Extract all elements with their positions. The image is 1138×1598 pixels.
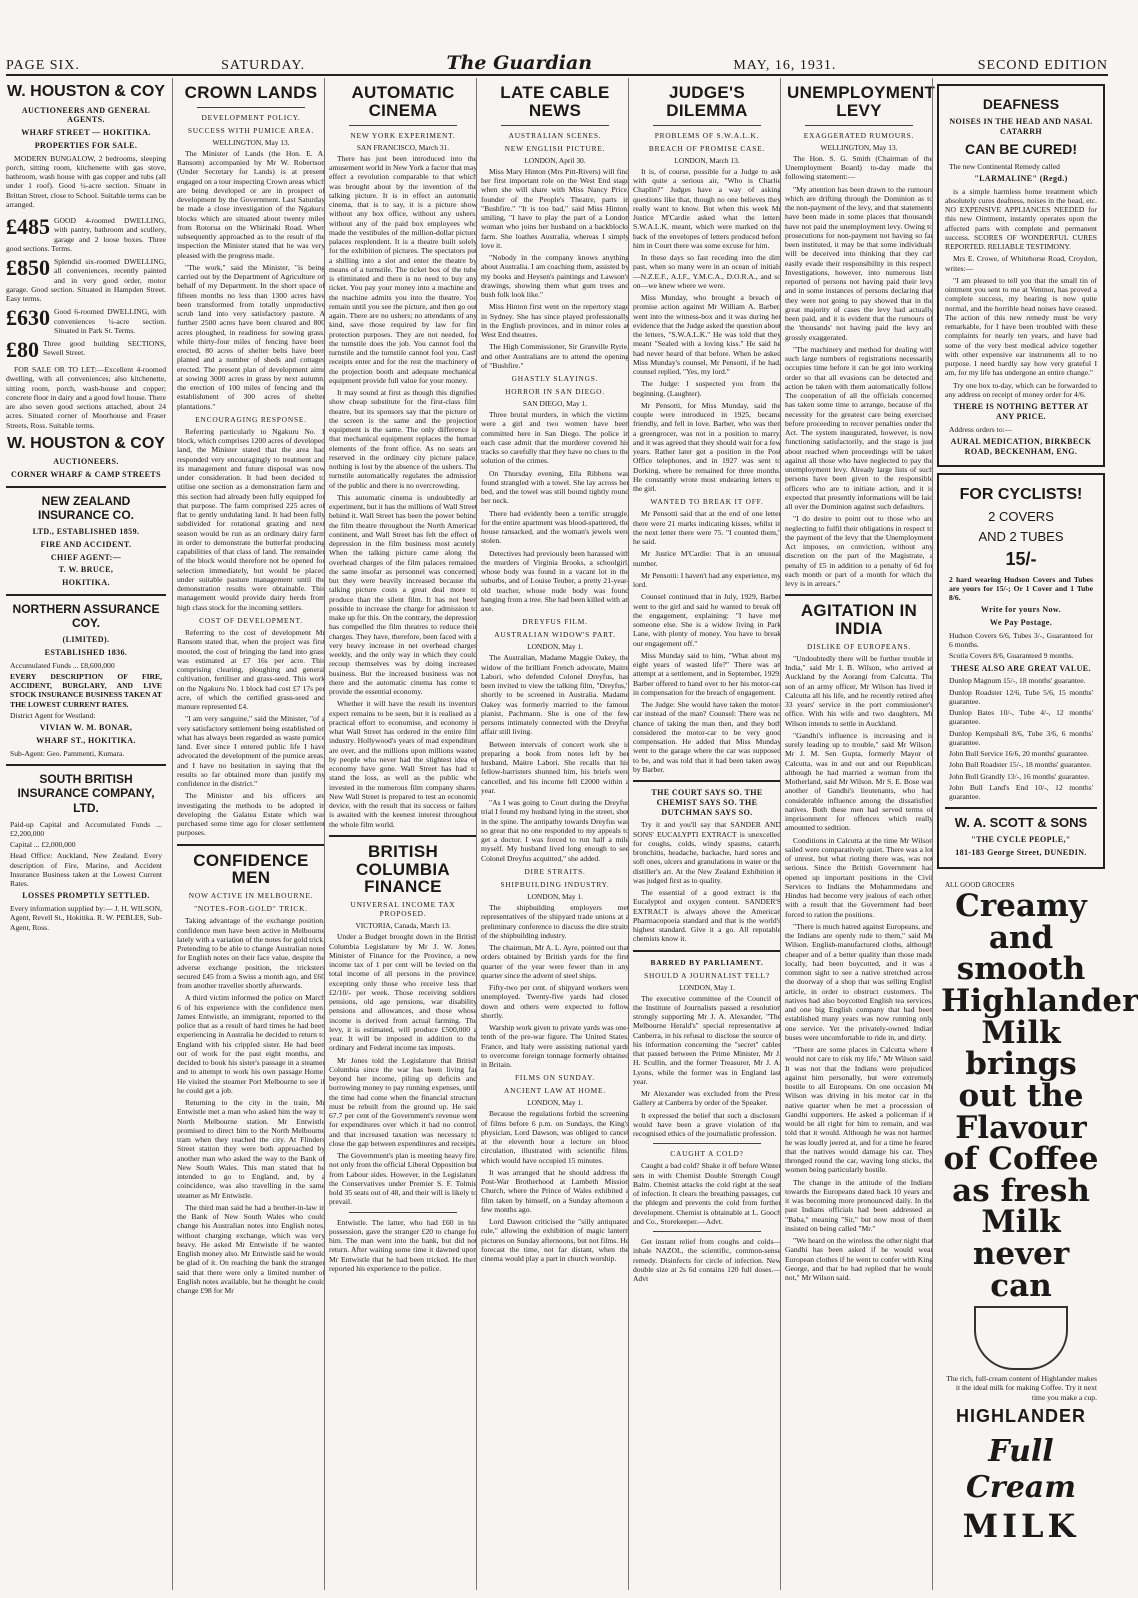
ad-insurance-address: WHARF ST., HOKITIKA. <box>36 735 136 745</box>
article-paragraph: There has just been introduced into the amusement world in New York a factor that may effect a revolution comparable to that which was brought about by the invention of the talking picture. It is in effect an automatic cinema, that is to say, it is a picture show without any box office, without any ushers, without any of the paid box employees who made the vestibules of the million-dollar picture palaces resplendent. It is a theatre built solely for the exhibition of pictures. The spectators put a shilling into a slot and enter the theatre by means of a turnstile. The ticket box of the tube is eliminated and there is no need to buy any ticket. You pay your money into a machine and the machine admits you into the theatre. You remain until you see the picture, and then go out again. There are no ushers; no attendants of any kind, save those required by law for fire protection purposes. They are not needed, for the turnstile does the job. You cannot fool the turnstile and the turnstile cannot fool you. Cash receipts enter and for the rest the machinery of the projection booth and adequate mechanical equipment provide full value for your money. <box>329 153 477 385</box>
ad-text: ALL GOOD GROCERS <box>945 880 1015 889</box>
ad-text: AND 2 TUBES <box>978 528 1064 544</box>
article-headline: JUDGE'S DILEMMA <box>666 83 748 120</box>
article-subhead: SHOULD A JOURNALIST TELL? <box>644 970 770 980</box>
ad-paragraph: Caught a bad cold? Shake it off before Winter sets in with Chemist Double Strength Cough Balm. Chemist attacks the cold right at the seat of infection. It clears the breathing passages, cut the phlegm and prevents the cold from further development. Chemist is obtainable at L. Gooch and Co., Storekeeper.—Advt. <box>633 1161 781 1226</box>
ad-text: THERE IS NOTHING BETTER AT ANY PRICE. <box>953 402 1089 421</box>
article-headline: LATE CABLE NEWS <box>500 83 610 120</box>
ad-insurance-ltd: (LIMITED). <box>62 635 110 645</box>
article-paragraph: The shipbuilding employers met representatives of the shipyard trade unions at a preliminary conference to discuss the dire straits of the shipbuilding industry. <box>481 903 629 940</box>
article-dateline: VICTORIA, Canada, March 13. <box>355 921 451 931</box>
ad-headline: FOR CYCLISTS! <box>959 486 1083 504</box>
ad-text: The new Continental Remedy called <box>949 161 1060 171</box>
ad-deafness <box>937 84 1105 467</box>
article-paragraph: Miss Munday said to him, "What about my eight years of wasted life?" There was an attempt at a settlement, and in September, 1929, Barber offered to hand over to her his motor-car in compensation for the breach of engagement. <box>633 650 781 697</box>
article-paragraph: The Australian, Madame Maggie Oakey, the widow of the brilliant French advocate, Maitre Labori, who defended Colonel Dreyfus, has been invited to view the talking film, "Dreyfus," shortly to be screened in Australia. Madame Oakey was formerly married to the famous pianist, Pachmann. She is one of the few persons intimately connected with the Dreyfus affair still living. <box>481 653 629 737</box>
column-crown-lands <box>172 78 329 1590</box>
article-paragraph: "I am very sanguine," said the Minister, "of a very satisfactory settlement being established on what has always been regarded as waste pumice land. Ever since I entered public life I have advocated the development of the pumice areas, and I have no hesitation in saying that the results so far obtained more than justify my confidence in the district." <box>177 714 325 788</box>
article-paragraph: Miss Hinton first went on the repertory stage in Sydney. She has since played professionally in the English provinces, and in minor roles at West End theatres. <box>481 302 629 340</box>
article-subhead: AUSTRALIAN SCENES. <box>508 130 602 140</box>
article-paragraph: "There is much hatred against Europeans, and the Indians are openly rude to them," said Mr Wilson. English-manufactured cloths, although cheaper and of a better quality than those made locally, had been boycotted, and it was a common sight to see a native stretched across the doorway of a shop that was selling English article, in order to obstruct customers. The natives had also boycotted English tea services, and one big English company that had been established many years was now running only one service. Yet the privately-owned Indian buses were uncomfortable to ride in, and dirty. <box>785 921 933 1042</box>
cup-icon <box>974 1306 1068 1370</box>
ad-paragraph: The essential of a good extract is the Eucalyptol and oxygen content. SANDER'S EXTRACT is always above the American Pharmacopoeia standard and that is the world's highest standard. Give it a go. All reputable chemists know it. <box>633 888 781 944</box>
ad-text: Address orders to:— <box>949 424 1013 434</box>
ad-list-item: John Bull Service 16/6, 20 months' guarantee. <box>949 749 1089 759</box>
ad-property-price: £850 <box>6 255 50 281</box>
article-subhead: HORROR IN SAN DIEGO. <box>505 387 605 397</box>
article-paragraph: Referring particularly to Ngakuru No. 1 block, which comprises 1200 acres of developed land, the Minister stated that the area had responded very encouragingly to treatment and its management and future disposal was now under consideration. It had been decided to utilise one section as a demonstration farm and this section had already been fully equipped for that purpose. The farm comprised 225 acres of flat to gently undulating land. It had been fully subdivided for rotational grazing and next season would be run as an ordinary dairy farm in order to demonstrate the butterfat producing capabilities of that class of land. The remainder of the block would therefore not be opened for selection immediately, but would be placed under suitable pasture management until the demonstration results were obtainable. This management would provide dairy herds from high class stock for the incoming settlers. <box>177 426 325 612</box>
ad-text: Try one box to-day, which can be forwarded to any address on receipt of money order for 4/6. <box>945 380 1097 399</box>
ad-property-text: Three good building SECTIONS, Sewell Street. <box>43 339 166 358</box>
article-subhead: COST OF DEVELOPMENT. <box>199 615 303 625</box>
article-dateline: LONDON, May 1. <box>527 642 583 652</box>
ad-insurance-office: Head Office: Auckland, New Zealand. Every description of Fire, Marine, and Accident Insurance Business taken at the Lowest Current Rates. <box>10 851 162 889</box>
article-paragraph: "As I was going to Court during the Dreyfus trial I found my husband lying in the street, shot in the spine. The antipathy towards Dreyfus was so great that no one responded to my appeals to get a doctor. I was forced to run half a mile myself. My husband lived long enough to see Colonel Dreyfus acquitted," she added. <box>481 798 629 863</box>
article-subhead: WANTED TO BREAK IT OFF. <box>650 497 764 507</box>
article-subhead: AUSTRALIAN WIDOW'S PART. <box>494 630 616 640</box>
article-subhead: SUCCESS WITH PUMICE AREA. <box>187 125 315 135</box>
article-dateline: WELLINGTON, May 13. <box>820 142 898 152</box>
article-paragraph: The Minister and his officers are investigating the methods to be adopted in developing the Galatea Estate which was purchased some time ago for closer settlement purposes. <box>177 791 325 838</box>
masthead-day: SATURDAY. <box>221 58 306 73</box>
ad-headline: CAUGHT A COLD? <box>670 1149 744 1159</box>
ad-text: is a simple harmless home treatment which absolutely cures deafness, noises in the head, etc. NO EXPENSIVE APPLIANCES NEEDED for this new Ointment, instantly operates upon the affected parts with complete and permanent success. SCORES OF WONDERFUL CURES REPORTED. RELIABLE TESTIMONY. <box>945 186 1097 252</box>
ad-headline: CAN BE CURED! <box>965 140 1077 157</box>
ad-text: Scotia Covers 8/6, Guaranteed 9 months. <box>949 651 1074 661</box>
ad-paragraph: Try it and you'll say that SANDER AND SONS' EUCALYPTI EXTRACT is unexcelled for coughs, colds, windy spasms, catarrh, bronchitis, headache, backache, hard sores and soft ones, ulcers and granulations in water or the distiller's art. At the New Zealand Exhibition it was judged first as to quality. <box>633 820 781 885</box>
ad-firm-address: 181-183 George Street, DUNEDIN. <box>955 847 1087 857</box>
column-right-advertisements <box>932 78 1138 1590</box>
column-automatic-cinema <box>324 78 481 1590</box>
ad-insurance-subagent: Sub-Agent: Geo. Pammenti, Kumara. <box>10 748 125 758</box>
ad-property-priced <box>6 337 166 363</box>
ad-insurance-funds: Accumulated Funds ... £8,600,000 <box>10 660 115 670</box>
article-subhead: DEVELOPMENT POLICY. <box>201 112 301 122</box>
article-subhead: NEW YORK EXPERIMENT. <box>350 130 456 140</box>
article-paragraph: In these days so fast receding into the dim past, when so many were in an ocean of initials—N.Z.E.F., A.I.F., Y.M.C.A., D.O.R.A., and so on—we knew where we were. <box>633 253 781 290</box>
ad-list-item: Dunlop Roadster 12/6, Tube 5/6, 15 months' guarantee. <box>949 687 1093 706</box>
ad-insurance-losses: LOSSES PROMPTLY SETTLED. <box>22 891 150 901</box>
ad-text: Mrs E. Crowe, of Whitehorse Road, Croydon, writes:— <box>945 254 1097 273</box>
article-paragraph: Mr Pensotti, for Miss Munday, said the couple were introduced in 1925, became friendly, and fell in love. Barber, who was then a greengrocer, was not in a position to marry, and it was agreed that they should wait for a few years. Rather later got a position in the Post Office telephones, and in 1927 was sent to Dorking, where he remained for three months. He constantly wrote most endearing letters to the girl. <box>633 400 781 494</box>
ad-firm-address: CORNER WHARF & CAMP STREETS <box>11 470 161 480</box>
ad-firm-name: W. HOUSTON & COY <box>7 83 165 100</box>
article-paragraph: Returning to the city in the train, Mr Entwistle met a man who asked him the way to North Melbourne station. Mr Entwistle promised to direct him to the North Melbourne tram when they reached the city. At Flinders Street station they were both approached by another man who asked the way to the Bank of New South Wales. This man stated that he intended to go to England, and, by a coincidence, was also travelling in the same steamer as Mr Entwistle. <box>177 1098 325 1200</box>
ad-insurance-est: ESTABLISHED 1836. <box>44 647 128 657</box>
ad-firm-role: "THE CYCLE PEOPLE," <box>971 835 1071 845</box>
article-paragraph: The Government's plan is meeting heavy fire, not only from the official Liberal Opposition but from Labour sides. However, in the Legislature the Conservatives under Premier S. F. Tolmie hold 35 seats out of 48, and their will is likely to prevail. <box>329 1151 477 1207</box>
ad-insurance-capital: Paid-up Capital and Accumulated Funds ... £2,200,000 <box>10 819 162 838</box>
article-headline: BARRED BY PARLIAMENT. <box>650 957 764 967</box>
article-paragraph: Entwistle. The latter, who had £60 in his possession, gave the stranger £20 to change for him. The man went into the bank, but did not return. After waiting some time it dawned upon Mr Entwistle that he had been tricked. He then reported his experience to the police. <box>329 1217 477 1273</box>
ad-insurance-agents: Every information supplied by:— J. H. WILSON, Agent, Revell St., Hokitika. R. W. PEBLES, Sub-Agent, Ross. <box>10 904 162 932</box>
article-dateline: LONDON, May 1. <box>527 1098 583 1108</box>
article-dateline: LONDON, April 30. <box>524 155 586 165</box>
article-paragraph: The executive committee of the Council of the Institute of Journalists passed a resolution strongly supporting Mr J. A. Alexander, "The Melbourne Herald's" special representative at Canberra, in his refusal to disclose the source of his information concerning the "secret" cables that passed between the Prime Minister, Mr J. H. Scullin, and the former Treasurer, Mr J. A. Lyons, while the former was in England last year. <box>633 993 781 1086</box>
masthead-edition: SECOND EDITION <box>977 58 1108 73</box>
masthead-title: The Guardian <box>446 52 593 74</box>
article-headline: AGITATION IN INDIA <box>800 601 918 639</box>
ad-property-text: Splendid six-roomed DWELLING, all conveniences, recently painted and in very good order, motor garage. Good section. Situated in Hampden Street. Easy terms. <box>6 257 166 304</box>
ad-insurance-agent: VIVIAN W. M. BONAR, <box>39 723 133 733</box>
article-dateline: SAN FRANCISCO, March 31. <box>356 142 450 152</box>
article-paragraph: Whether it will have the result its inventors expect remains to be seen, but it is realised as a practical effort to economise, and economy is what Wall Street has ordered in the entire film industry. Hollywood's years of mad expenditure are over, and the millions upon millions wasted by people who never had the slightest idea of economy have gone. Wall Street has had to stand the loss, as well as the public who invested in the numerous film company shares. New Wall Street is prepared to test an economic device, with the result that its success or failure is awaited with the keenest interest throughout the whole film world. <box>329 699 477 829</box>
article-headline: AUTOMATIC CINEMA <box>351 83 455 120</box>
article-dateline: LONDON, March 13. <box>674 155 740 165</box>
article-dateline: SAN DIEGO, May 1. <box>522 399 588 409</box>
ad-insurance-agent-label: District Agent for Westland: <box>10 710 96 720</box>
article-subhead: SHIPBUILDING INDUSTRY. <box>500 880 610 889</box>
ad-text: Write for yours Now. <box>980 605 1062 615</box>
article-dateline: LONDON, May 1. <box>527 892 583 902</box>
article-subhead: UNIVERSAL INCOME TAX PROPOSED. <box>350 900 456 919</box>
ad-list-item: John Bull Roadster 15/-, 18 months' guarantee. <box>949 760 1092 770</box>
masthead-date: MAY, 16, 1931. <box>733 58 837 73</box>
article-subhead: FILMS ON SUNDAY. <box>515 1073 595 1083</box>
ad-text: The rich, full-cream content of Highlander makes it the ideal milk for making Coffee. Try it next time you make a cup. <box>946 1374 1097 1402</box>
ad-property-text: GOOD 4-roomed DWELLING, with pantry, bathroom and scullery, garage and 2 loose boxes. Three good sections. Terms. <box>6 216 166 253</box>
article-paragraph: Miss Mary Hinton (Mrs Pitt-Rivers) will find her first important role on the West End stage when she will share with Miss Nancy Price, founder of the People's Theatre, parts in "Bushfire." "It is too bad," said Miss Hinton, smiling, "I have to play the part of a London woman who joins her husband on a backblocks farm. She loathes Australia, whereas I simply love it. <box>481 166 629 250</box>
ad-price: 15/- <box>1005 548 1037 569</box>
ad-property-priced <box>6 216 166 253</box>
article-paragraph: "The machinery and method for dealing with such large numbers of registrations necessarily occupies time before it can be got into working order so that all evasions can be detected and action be taken with them automatically follow. The cooperation of all the officials concerned has taken some time to arrange, because of the necessity for the greatest care being exercised before proceeding to recover penalties under the Act. The system inaugurated, however, is now functioning satisfactorily, and the stage is just about reached when proceedings will be taken against all those who have neglected to pay the unemployment levy. Already large lists of such persons have been given to the responsible officers who are to initiate action, and it is expected that presently informations will be laid all over the Dominion against such defaulters. <box>785 344 933 511</box>
article-paragraph: Mr Alexander was excluded from the Press Gallery at Canberra by order of the Speaker. <box>633 1089 781 1108</box>
article-paragraph: Miss Munday, who brought a breach of promise action against Mr William A. Barber, went into the witness-box and it was during her evidence that the Judge asked the question about the letters, "S.W.A.L.K." He was told that they meant "Sealed with a loving kiss." He said he had never heard of that before. When he asked Miss Munday's counsel, Mr Pensotti, if he had, counsel replied, "Yes, my lord." <box>633 293 781 377</box>
ad-list-item: Dunlop Kempshall 8/6, Tube 3/6, 6 months' guarantee. <box>949 728 1093 747</box>
article-subhead: GHASTLY SLAYINGS. <box>511 374 599 384</box>
ad-property-text: Good 6-roomed DWELLING, with conveniences ¼-acre section. Situated in Park St. Terms. <box>54 307 166 335</box>
article-paragraph: Three brutal murders, in which the victims were a girl and two women have been committed here in San Diego. The police in each case admit that the murderer covered his tracks so carefully that they have no clues to the solution of the crimes. <box>481 410 629 466</box>
ad-insurance-est: LTD., ESTABLISHED 1859. <box>32 527 140 537</box>
article-paragraph: Because the regulations forbid the screening of films before 6 p.m. on Sundays, the King's physician, Lord Dawson, was obliged to cancel at the eleventh hour a lecture on blood circulation, illustrated with scientific films, which would have occupied 15 minutes. <box>481 1109 629 1165</box>
ad-highlander-milk <box>937 875 1138 1550</box>
ad-paragraph: Get instant relief from coughs and colds—inhale NAZOL, the scientific, common-sense remedy. Disinfects for circle of infection. New double size at 2s 6d contains 120 full doses.—Advt <box>633 1237 781 1284</box>
article-subhead: NOW ACTIVE IN MELBOURNE. <box>188 891 314 901</box>
ad-insurance-description: EVERY DESCRIPTION OF FIRE, ACCIDENT, BURGLARY, AND LIVE STOCK INSURANCE BUSINESS TAKEN AT THE LOWEST CURRENT RATES. <box>10 671 162 709</box>
ad-brand-word: MILK <box>962 1507 1080 1546</box>
ad-product-name: "LARMALINE" (Regd.) <box>974 173 1068 183</box>
ad-brand: HIGHLANDER <box>956 1405 1086 1426</box>
ad-address: AURAL MEDICATION, BIRKBECK ROAD, BECKENHAM, ENG. <box>950 436 1092 456</box>
article-paragraph: On Thursday evening, Ella Ribbens was found strangled with a towel. She lay across her bed, and the towel was still bound tightly round her neck. <box>481 468 629 506</box>
article-paragraph: "My attention has been drawn to the rumours which are drifting through the Dominion as to the non-payment of the levy, and that statements have been made in some places that thousands have not paid the unemployment levy. Owing to prosecutions for non-payment not having so far been instituted, it may be that some individuals will be deceived into thinking that they can easily evade their responsibility in this respect. Investigations, however, into numerous lists reported of persons not having paid their levy and in some instances of persons declaring that they were not going to pay showed that in the great majority of cases the levy had actually been paid, and it is evident that the rumours of the 'thousands' not having paid the levy are grossly exaggerated. <box>785 184 933 342</box>
column-judges-dilemma <box>628 78 785 1590</box>
article-paragraph: The Minister of Lands (the Hon. E. A. Ransom) accompanied by Mr W. Robertson (Under Secretary for Lands) is at present engaged on a tour inspecting Crown areas which are being developed or are in prospect of development by the Government. Last Saturday he made a close investigation of the Ngakuru blocks which are situated about twenty miles from Rotorua on the Whirinaki Road. When subsequently approached as to the result of the inspection the Minister stated that he was very pleased with the progress made. <box>177 148 325 260</box>
article-paragraph: Fifty-two per cent. of shipyard workers were unemployed. Twenty-five yards had closed down and others were expected to follow shortly. <box>481 983 629 1020</box>
article-paragraph: Mr Jones told the Legislature that British Columbia since the war has been living far beyond her income, piling up deficits and borrowing money to pay running expenses, until the time had come when the financial structure must be rebuilt from the ground up. He said 67.7 per cent of the Government's revenue went for expenditures over which it had no control, and that increased taxation was necessary to close the gap between expenditures and receipts. <box>329 1055 477 1148</box>
masthead <box>6 48 1108 76</box>
article-subhead: DIRE STRAITS. <box>524 866 586 876</box>
article-subhead: ANCIENT LAW AT HOME. <box>503 1086 607 1096</box>
ad-property: MODERN BUNGALOW, 2 bedrooms, sleeping porch, sitting room, kitchenette with gas stove, bathroom, wash house with gas copper and tubs (all under 1 roof). Good ¼-acre section. Situate in Brittan Street, close to School. Suitable terms can be arranged. <box>6 153 166 209</box>
ad-insurance-agent-label: CHIEF AGENT:— <box>50 552 122 562</box>
ad-firm-name: W. HOUSTON & COY <box>7 434 165 452</box>
ad-property-priced <box>6 307 166 335</box>
article-headline: BRITISH COLUMBIA FINANCE <box>356 841 450 897</box>
ad-firm-name: W. A. SCOTT & SONS <box>954 815 1088 831</box>
ad-insurance-type: FIRE AND ACCIDENT. <box>40 539 132 549</box>
ad-list-item: John Bull Land's End 10/-, 12 months' guarantee. <box>949 782 1093 802</box>
ad-text: "I am pleased to tell you that the small tin of ointment you sent to me at Ventnor, has proved a complete success, my hearing is now quite normal, and the horrible head noises have ceased. The action of this new remedy must be very remarkable, for I have been troubled with these complaints for nearly ten years, and have had some of the very best medical advice together with other expensive ear instruments all to no purpose. I need hardly say how very grateful I am, for my life has undergone an entire change." <box>945 275 1097 378</box>
article-subhead: "NOTES-FOR-GOLD" TRICK. <box>194 904 308 914</box>
article-paragraph: "I do desire to point out to those who are neglecting to fulfil their obligations in respect to the payment of the levy that the Unemployment Act imposes, on conviction, without any discretion on the part of the Magistrate, a penalty of £5 in addition to a penalty of 6d for each month or part of a month for which the levy is in arrears." <box>785 514 933 588</box>
ad-insurance-capital: Capital ... £2,000,000 <box>10 840 76 850</box>
article-paragraph: Warship work given to private yards was one-tenth of the pre-war figure. The United States, France, and Italy were assisting national yards to overcome foreign tonnage formerly obtained in Britain. <box>481 1023 629 1070</box>
article-paragraph: It is, of course, possible for a Judge to ask with quite a serious air, "Who is Charlie Chaplin?" Judges have a way of asking questions like that, though no one believes they really want to know. But when this week Mr Justice M'Cardie asked what the letters S.W.A.L.K. meant, which were marked on the back of the envelopes of letters produced before him in Court there was some excuse for him. <box>633 166 781 250</box>
ad-property-price: £485 <box>6 214 50 240</box>
ad-insurance-name: NORTHERN ASSURANCE COY. <box>12 601 160 631</box>
article-paragraph: It was arranged that he should address the Post-War Brotherhood at Lambeth Mission Church, where the Prince of Wales exhibited a film taken by himself, on a Sunday afternoon a few months ago. <box>481 1167 629 1214</box>
article-paragraph: The change in the attitude of the Indians towards the Europeans dated back 10 years and it was becoming more pronounced daily. In the past Indians officials had been addressed as "Baba," meaning "Sir," but now most of them insisted on being called "Mr." <box>785 1177 933 1233</box>
article-headline: UNEMPLOYMENT LEVY <box>787 83 936 120</box>
article-paragraph: Mr Pensotti: I haven't had any experience, my lord. <box>633 570 781 590</box>
ad-text: Hudson Covers 6/6, Tubes 3/-, Guaranteed for 6 months. <box>949 630 1093 650</box>
article-paragraph: It expressed the belief that such a disclosure would have been a grave violation of the recognised ethics of the journalistic profession. <box>633 1110 781 1139</box>
article-paragraph: The Hon. S. G. Smith (Chairman of the Unemployment Board) to-day made the following statement:— <box>785 153 933 182</box>
article-dateline: LONDON, May 1. <box>679 982 735 992</box>
article-paragraph: Taking advantage of the exchange position, confidence men have been active in Melbourne lately with a variation of the notes for gold trick. Pretending to be able to change Australian notes for English notes on their face value, despite the adverse exchange position, the tricksters secured £45 from a Swiss a month ago, and £60 from another traveller shortly afterwards. <box>177 916 325 990</box>
column-advertisements <box>6 78 166 1590</box>
article-paragraph: "There are some places in Calcutta where I would not care to risk my life," Mr Wilson said. It was not that the Indians were prejudiced against him personally, but were extremely hostile to all Europeans. On one occasion Mr Wilson was driving in his motor car in the native quarter when he met a procession of Gandhi supporters. He asked a policeman if it would be all right for him to remain, and was told that it would. Although he was not harmed he was loudly jeered at, and for a time he feared that the natives would damage his car. They thronged round the car, waving long sticks, the women being particularly hostile. <box>785 1045 933 1175</box>
article-headline: CONFIDENCE MEN <box>193 850 309 888</box>
ad-firm-role: AUCTIONEERS. <box>53 457 119 467</box>
article-paragraph: A third victim informed the police on March 6 of his experience with the confidence men. James Entwistle, an immigrant, reported to the police that as a result of hard times he had been experiencing in Australia he decided to return to England with his crippled sister. He had been out of work for the past eight months, and decided to book his sister's passage in a steamer and to attempt to work his own passage Home. He visited the steamer Port Melbourne to see if he could get a job. <box>177 993 325 1095</box>
article-headline: CROWN LANDS <box>184 83 318 102</box>
article-subhead: DREYFUS FILM. <box>522 617 588 627</box>
article-paragraph: Mr Justice M'Cardie: That is an unusual number. <box>633 549 781 568</box>
article-subhead: BREACH OF PROMISE CASE. <box>648 143 766 153</box>
article-subhead: EXAGGERATED RUMOURS. <box>803 130 915 140</box>
ad-properties-heading: PROPERTIES FOR SALE. <box>34 140 138 150</box>
ad-subhead: NOISES IN THE HEAD AND NASAL CATARRH <box>949 117 1093 136</box>
article-paragraph: "Nobody in the company knows anything about Australia. I am coaching them, assisted by my books and Heysen's paintings and Lawson's drawings, showing them what gum trees and bush folk look like." <box>481 253 629 300</box>
ad-headline: Creamy and smooth Highlander Milk brings out the Flavour of Coffee as fresh Milk never can <box>941 888 1138 1304</box>
ad-text: We Pay Postage. <box>989 618 1053 628</box>
article-paragraph: Conditions in Calcutta at the time Mr Wilson sailed were comparatively quiet. There was a lot of unrest, but what rioting there was, was not serious. Since the British Government had opened up important positions in the Civil Services to Indians the Mohammedans and Hindus had become very jealous of each other, with a result that the Government had been forced to ration the positions. <box>785 835 933 919</box>
article-paragraph: This automatic cinema is undoubtedly an experiment, but it has the millions of Wall Street behind it. Wall Street has been the power behind the film theatre throughout the North American continent, and Wall Street has felt the effect of depression in the film business most acutely. When the talking picture came along the overhead charges of the film palaces remained the same insofar as personnel was concerned, but they were heavily increased because the talking picture costs a great deal more to produce than the silent film. It has not been possible to increase the charge for admission to make up for this. On the contrary, the depression has compelled the film theatres to reduce their charges. They have, therefore, been faced with a very heavy increase in net overhead charges weekly, and the only way in which they could recoup themselves was by doing increased business. But the increased business was not there and the automatic cinema has come to provide the essential economy. <box>329 492 477 696</box>
ad-property-priced <box>6 257 166 303</box>
article-paragraph: "We heard on the wireless the other night that Gandhi has been asked if he would wear European clothes if he went to confer with King George, and that he had replied that he would not," Mr Wilson said. <box>785 1236 933 1283</box>
article-paragraph: Lord Dawson criticised the "silly antiquated rule," allowing the exhibition of magic lantern pictures on Sunday afternoons, but not films. He forecast the time, not far distant, when the cinema would play a part in church worship. <box>481 1217 629 1264</box>
article-paragraph: Counsel continued that in July, 1929, Barber went to the girl and said he wanted to break off the engagement, explaining: "I have met someone else. She is a widow living in Park Lane, with plenty of money. You have to break our engagement off." <box>633 592 781 648</box>
article-paragraph: The Judge: She would have taken the motor-car instead of the man? Counsel: There was no chance of taking the man then, and they both considered the motor-car to be very good compensation. He added that Miss Munday went to the garage where the car was supposed to be, and was told that it had been taken away by Barber. <box>633 700 781 774</box>
article-paragraph: Between intervals of concert work she is preparing a book from notes left by her husband, Maitre Labori. She recalls that his fellow-barristers shunned him, his briefs were cancelled, and his income fell £2000 within a year. <box>481 739 629 795</box>
ad-text: THESE ALSO ARE GREAT VALUE. <box>951 663 1091 673</box>
article-subhead: ENCOURAGING RESPONSE. <box>195 414 307 424</box>
article-paragraph: "Gandhi's influence is increasing and is surely leading up to trouble," said Mr Wilson. Mr J. M. Sen Gupta, formerly Mayor of Calcutta, was in and out and out Republican, although he had married a woman from the Motherland, said Mr Wilson. Mr S. E. Bose was another of Gandhi's lieutenants, who had considerable influence among the dissatisfied natives. Both these men had served terms of imprisonment for offences which really amounted to sedition. <box>785 730 933 833</box>
column-unemployment-levy <box>780 78 937 1590</box>
article-paragraph: Referring to the cost of development Mr Ransom stated that, when the project was first mooted, the cost of bringing the land into grass was estimated at £7 16s per acre. This comprising clearing, ploughing and general cultivation, fertiliser and grass-seed. This work on the Ngakuru No. 1 block had cost £7 17s per acre, of which the certified grass-seed and manure represented £4. <box>177 628 325 711</box>
article-paragraph: "Undoubtedly there will be further trouble in India," said Mr I. B. Wilson, who arrived at Auckland by the Aorangi from Calcutta. The son of an army officer, Mr Wilson has lived in Calcutta all his life, and he recently retired after 33 years' service in the port commissioner's office. With his wife and two daughters, Mr Wilson intends to settle in Auckland. <box>785 653 933 728</box>
article-paragraph: The High Commissioner, Sir Granville Ryrie, and other Australians are to attend the opening of "Bushfire." <box>481 342 629 370</box>
article-dateline: WELLINGTON, May 13. <box>212 137 290 147</box>
ad-text: 2 hard wearing Hudson Covers and Tubes are yours for 15/-; Or 1 Cover and 1 Tube 8/6. <box>949 574 1093 603</box>
ad-firm-role: AUCTIONEERS AND GENERAL AGENTS. <box>21 105 151 125</box>
article-paragraph: It may sound at first as though this dignified show cheap substitute for the first-class film theatre, but its sponsors say that the picture on the screen is the same and the projection equipment is the same. The only difference is that mechanical equipment replaces the human elements of the front office. As no seats are reserved in the ordinary city picture palace, nothing is lost by the absence of the ushers. The turnstile automatically regulates the admission of the public and there is no overcrowding. <box>329 388 477 490</box>
article-subhead: DISLIKE OF EUROPEANS. <box>806 641 912 651</box>
ad-cyclists <box>937 473 1105 868</box>
article-paragraph: The Judge: I suspected you from the beginning. (Laughter). <box>633 379 781 398</box>
article-subhead: NEW ENGLISH PICTURE. <box>504 143 606 153</box>
ad-insurance-town: HOKITIKA. <box>62 578 110 588</box>
ad-list-item: Dunlop Bates 10/-, Tube 4/-, 12 months' guarantee. <box>949 708 1093 727</box>
article-paragraph: Under a Budget brought down in the British Columbia Legislature by Mr J. W. Jones, Minister of Finance for the Province, a new income tax of 1 per cent will be levied on the total income of all persons in the province, excepting only those who receive less than £2/10/- per week. Those receiving soldiers' pensions, old age pensions, war disability pensions and allowances, and those whose income is derived from actual farming. The levy, it is estimated, will produce £500,000 a year. It will be imposed in addition to the ordinary and Federal income tax imposts. <box>329 932 477 1053</box>
ad-brand-script: Full Cream <box>966 1433 1076 1506</box>
ad-headline: THE COURT SAYS SO. THE CHEMIST SAYS SO. THE DUTCHMAN SAYS SO. <box>651 788 763 817</box>
ad-insurance-agent: T. W. BRUCE, <box>58 565 114 575</box>
column-late-cable-news <box>476 78 633 1590</box>
article-paragraph: There had evidently been a terrific struggle, for the entire apartment was blood-spattered, the house ransacked, and the woman's jewels were stolen. <box>481 508 629 546</box>
article-paragraph: Mr Pensotti said that at the end of one letter there were 21 marks indicating kisses, whilst in the next letter there were 75. "I counted them," he said. <box>633 509 781 547</box>
ad-firm-address: WHARF STREET — HOKITIKA. <box>21 128 151 138</box>
article-paragraph: Detectives had previously been harassed with the murders of Virginia Brooks, a schoolgirl, whose body was found in a vacant lot in the suburbs, and of Louise Teuber, a pretty 21-year-old teacher, whose nude body was found hanging from a tree. She had been killed with an axe. <box>481 548 629 614</box>
ad-property-price: £630 <box>6 305 50 331</box>
ad-headline: DEAFNESS <box>982 96 1060 112</box>
article-subhead: PROBLEMS OF S.W.A.L.K. <box>654 130 760 140</box>
ad-property: FOR SALE OR TO LET:—Excellent 4-roomed dwelling, with all conveniences; also kitchenette, sitting room, porch, wash-house and copper; concrete floor in dairy and a good fowl house. There are also seven good sections attached, about 24 acres. Situated corner of Moorhouse and Fraser Streets, Ross. Suitable terms. <box>6 365 166 430</box>
page-label: PAGE SIX. <box>6 58 80 73</box>
ad-property-price: £80 <box>6 337 39 363</box>
ad-list-item: John Bull Grandly 13/-, 16 months' guarantee. <box>949 771 1090 781</box>
article-paragraph: The chairman, Mr A. L. Ayre, pointed out that orders obtained by British yards for the first quarter of the year were fewer than in any quarter since the advent of steel ships. <box>481 943 629 980</box>
ad-text: 2 COVERS <box>988 508 1054 524</box>
ad-insurance-name: NEW ZEALAND INSURANCE CO. <box>37 493 134 523</box>
article-paragraph: The third man said he had a brother-in-law in the Bank of New South Wales who could change his Australian notes into English notes, without charging exchange, which was very heavy. He asked Mr Entwistle if he wanted English money also. Mr Entwistle said he would be glad of it. On reaching the bank the stranger said that there were only a limited number of English notes available, but he thought he could change £98 for Mr <box>177 1202 325 1295</box>
ad-list-item: Dunlop Magnum 15/-, 18 months' guarantee. <box>949 676 1086 686</box>
article-paragraph: "The work," said the Minister, "is being carried out by the Department of Agriculture on behalf of my Department. In the short space of fifteen months no less than 1300 acres have been transformed from totally unproductive scrub land into very satisfactory pasture. A further 2500 acres have been cleared and 800 acres ploughed, in readiness for sowing grass, while thirty-four miles of fencing have been erected, 80 acres of shelter belts have been planted and a number of sheds and cottages erected. The present plan of development aims at sowing 3000 acres in grass by next autumn, the erection of 100 miles of fencing and the establishment of 300 acres of shelter plantations." <box>177 262 325 411</box>
ad-insurance-name: SOUTH BRITISH INSURANCE COMPANY, LTD. <box>17 771 155 816</box>
